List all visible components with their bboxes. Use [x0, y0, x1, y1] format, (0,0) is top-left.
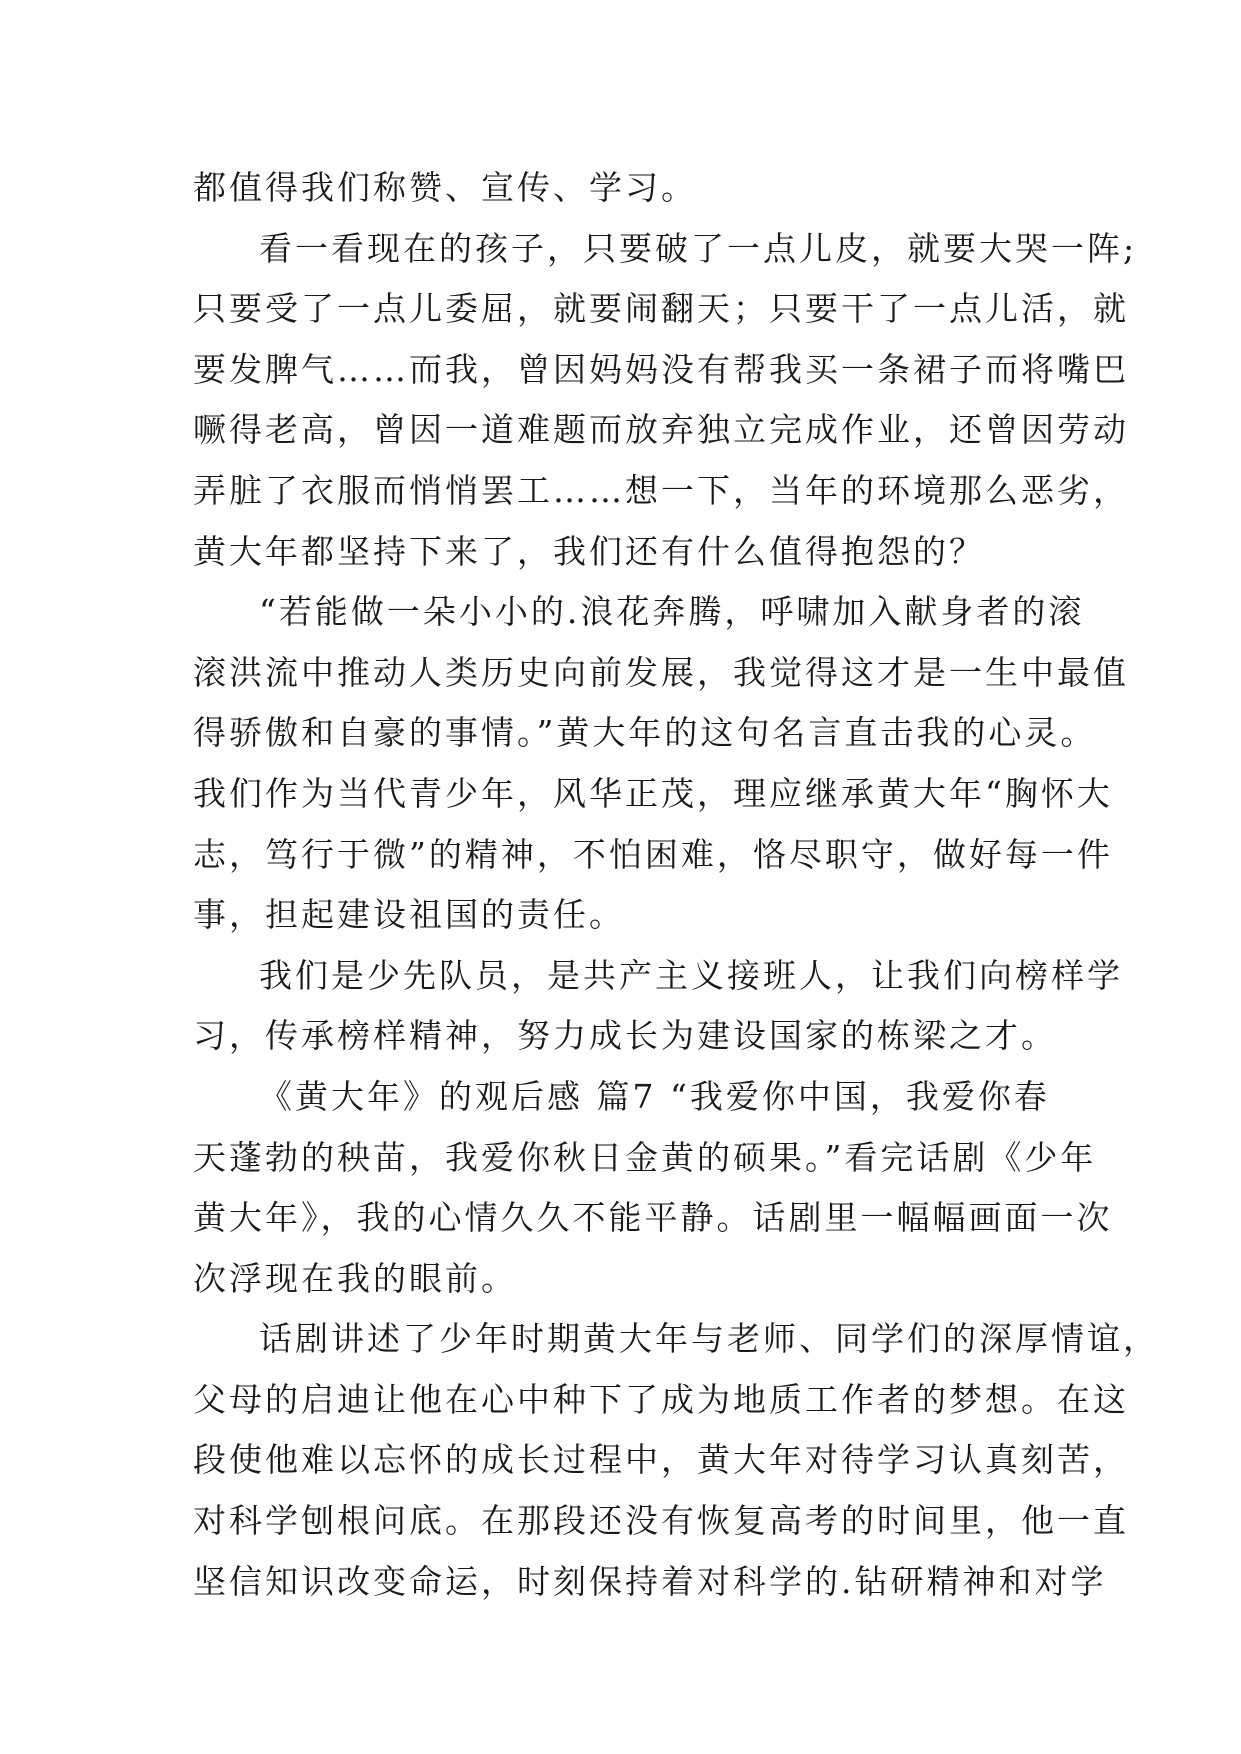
text-line: 滚洪流中推动人类历史向前发展，我觉得这才是一生中最值: [193, 652, 1129, 692]
text-line: 对科学刨根问底。在那段还没有恢复高考的时间里，他一直: [193, 1501, 1129, 1541]
text-line: 只要受了一点儿委屈，就要闹翻天；只要干了一点儿活，就: [193, 289, 1129, 329]
text-line: 父母的启迪让他在心中种下了成为地质工作者的梦想。在这: [193, 1379, 1129, 1419]
text-line: 要发脾气……而我，曾因妈妈没有帮我买一条裙子而将嘴巴: [193, 349, 1129, 389]
text-line: 噘得老高，曾因一道难题而放弃独立完成作业，还曾因劳动: [193, 410, 1129, 450]
text-line: 段使他难以忘怀的成长过程中，黄大年对待学习认真刻苦，: [193, 1440, 1129, 1480]
paragraph-first-line: 我们是少先队员，是共产主义接班人，让我们向榜样学: [259, 955, 1123, 995]
text-line: 坚信知识改变命运，时刻保持着对科学的.钻研精神和对学: [193, 1561, 1107, 1601]
text-line: 习，传承榜样精神，努力成长为建设国家的栋梁之才。: [193, 1016, 1057, 1056]
text-line: 得骄傲和自豪的事情。”黄大年的这句名言直击我的心灵。: [193, 713, 1097, 753]
section-heading-line: 《黄大年》的观后感 篇7 “我爱你中国，我爱你春: [259, 1076, 1050, 1116]
paragraph-first-line: 话剧讲述了少年时期黄大年与老师、同学们的深厚情谊，: [259, 1319, 1159, 1359]
text-line: 我们作为当代青少年，风华正茂，理应继承黄大年“胸怀大: [193, 773, 1113, 813]
text-line: 志，笃行于微”的精神，不怕困难，恪尽职守，做好每一件: [193, 834, 1113, 874]
text-line: 弄脏了衣服而悄悄罢工……想一下，当年的环境那么恶劣，: [193, 470, 1129, 510]
body-text: [193, 158, 1159, 1612]
text-line: 黄大年都坚持下来了，我们还有什么值得抱怨的？: [193, 531, 985, 571]
text-line: 天蓬勃的秧苗，我爱你秋日金黄的硕果。”看完话剧《少年: [193, 1137, 1097, 1177]
text-line: 次浮现在我的眼前。: [193, 1258, 517, 1298]
text-line: 黄大年》，我的心情久久不能平静。话剧里一幅幅画面一次: [193, 1198, 1113, 1238]
paragraph-first-line: 看一看现在的孩子，只要破了一点儿皮，就要大哭一阵;: [259, 228, 1138, 268]
paragraph-first-line: “若能做一朵小小的.浪花奔腾，呼啸加入献身者的滚: [259, 592, 1085, 632]
text-line: 事，担起建设祖国的责任。: [193, 895, 625, 935]
text-line: 都值得我们称赞、宣传、学习。: [193, 168, 697, 207]
